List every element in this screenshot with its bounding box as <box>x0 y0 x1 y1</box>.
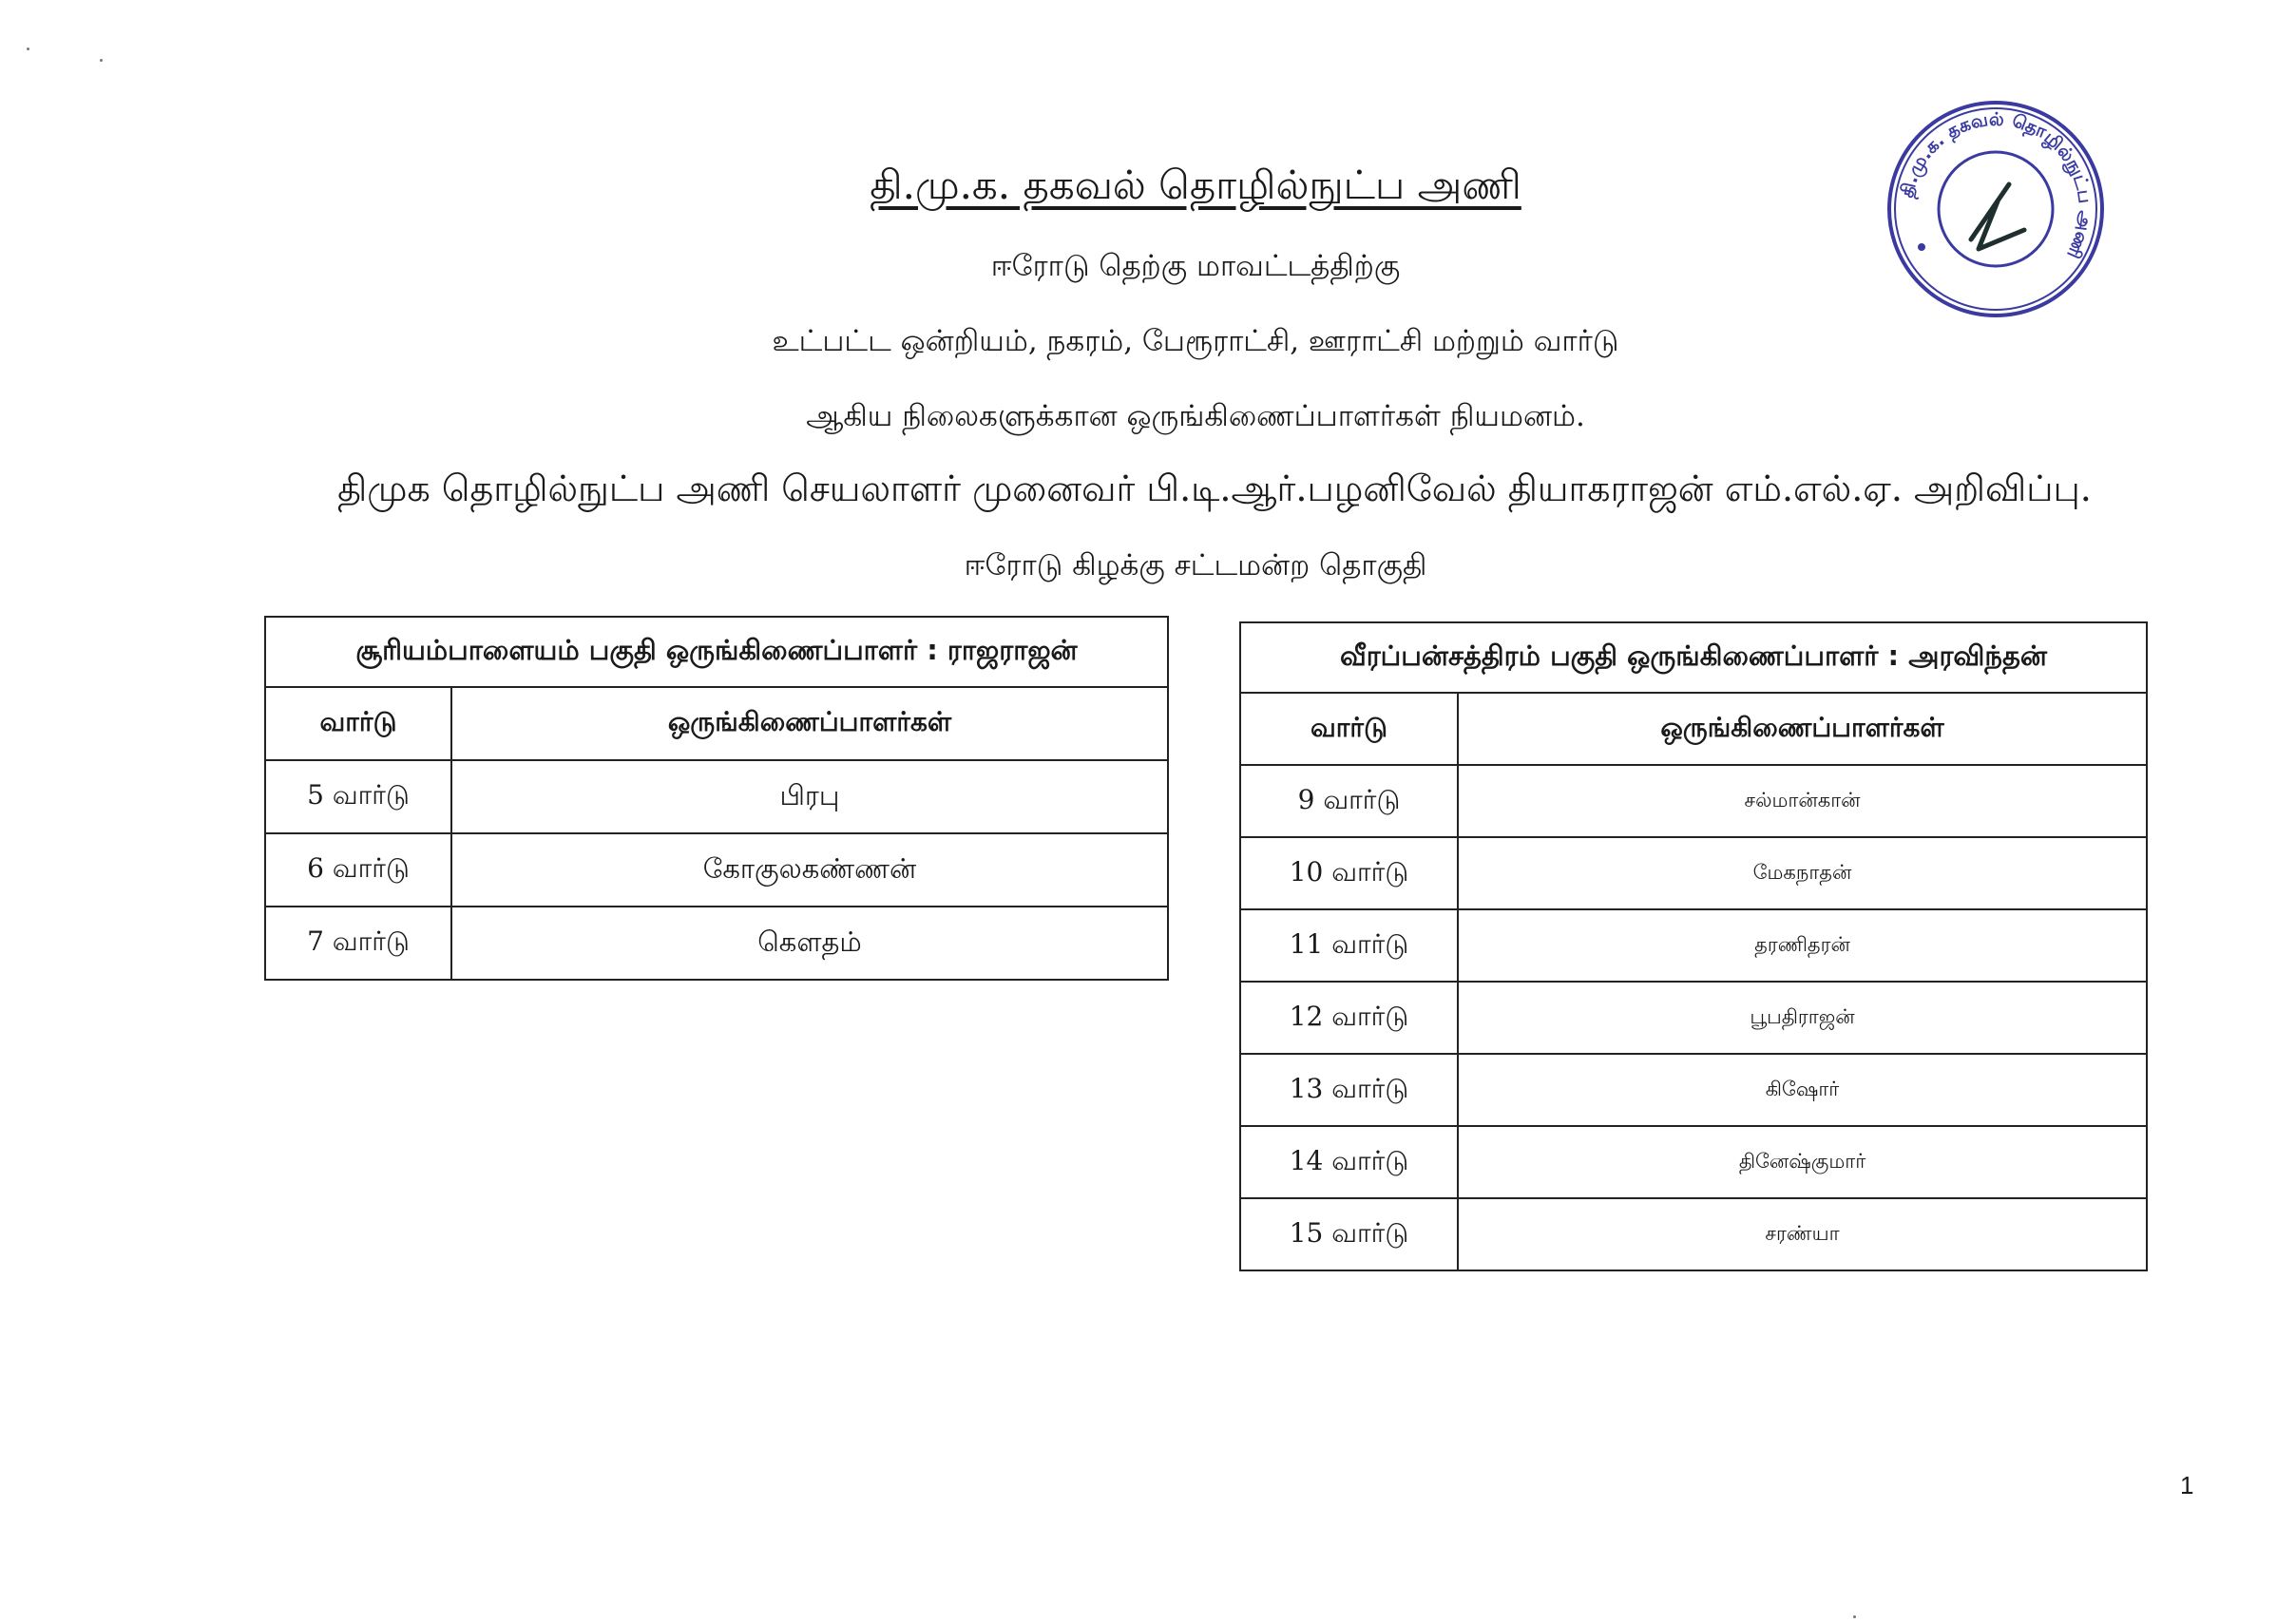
table-header-row <box>266 686 1167 759</box>
seal-text: தி.மு.க. தகவல் தொழில்நுட்ப அணி <box>1896 108 2096 262</box>
coordinators-column-header: ஒருங்கிணைப்பாளர்கள் <box>1660 711 1944 743</box>
coordinator-cell: மேகநாதன் <box>1752 860 1852 884</box>
table-row <box>1241 1053 2146 1125</box>
suriyampalayam-table <box>264 616 1169 981</box>
coordinator-cell: பூபதிராஜன் <box>1750 1004 1855 1028</box>
table-row <box>1241 981 2146 1053</box>
coordinator-cell: கோகுலகண்ணன் <box>702 851 917 885</box>
ward-cell: 15 வார்டு <box>1241 1199 1459 1270</box>
coordinator-cell: சரண்யா <box>1765 1221 1840 1245</box>
table-heading: சூரியம்பாளையம் பகுதி ஒருங்கிணைப்பாளர் : ராஜராஜன் <box>355 634 1078 666</box>
ward-cell: 14 வார்டு <box>1241 1127 1459 1197</box>
table-header-row <box>1241 692 2146 764</box>
ward-cell: 6 வார்டு <box>266 834 452 906</box>
ward-cell: 5 வார்டு <box>266 761 452 832</box>
district-line: ஈரோடு தெற்கு மாவட்டத்திற்கு <box>990 249 1401 283</box>
coordinators-column-header: ஒருங்கிணைப்பாளர்கள் <box>667 706 952 737</box>
party-seal-stamp <box>1884 97 2108 321</box>
coordinator-cell: சல்மான்கான் <box>1744 788 1861 812</box>
coordinator-cell: தினேஷ்குமார் <box>1738 1149 1866 1173</box>
table-row <box>1241 908 2146 981</box>
ward-column-header: வார்டு <box>1241 694 1459 764</box>
svg-text:தி.மு.க. தகவல் தொழில்நுட்ப அணி <box>1897 109 2096 261</box>
coordinator-cell: தரணிதரன் <box>1754 932 1850 956</box>
scan-speck <box>1853 1615 1856 1618</box>
table-row <box>266 906 1167 979</box>
appointment-line: ஆகிய நிலைகளுக்கான ஒருங்கிணைப்பாளர்கள் நியமனம். <box>806 399 1585 433</box>
table-row <box>1241 1125 2146 1197</box>
table-heading: வீரப்பன்சத்திரம் பகுதி ஒருங்கிணைப்பாளர் : அரவிந்தன் <box>1339 640 2048 672</box>
table-row <box>1241 836 2146 908</box>
ward-cell: 11 வார்டு <box>1241 910 1459 981</box>
table-row <box>266 759 1167 832</box>
announcement-line: திமுக தொழில்நுட்ப அணி செயலாளர் முனைவர் பி.டி.ஆர்.பழனிவேல் தியாகராஜன் எம்.எல்.ஏ. அறிவிப்பு. <box>337 468 2092 509</box>
ward-cell: 10 வார்டு <box>1241 838 1459 908</box>
ward-cell: 9 வார்டு <box>1241 766 1459 836</box>
table-row <box>266 832 1167 906</box>
table-row <box>1241 1197 2146 1270</box>
page-number: 1 <box>2180 1471 2194 1499</box>
units-line: உட்பட்ட ஒன்றியம், நகரம், பேரூராட்சி, ஊராட்சி மற்றும் வார்டு <box>772 324 1619 358</box>
veerappanchatram-table <box>1239 621 2148 1271</box>
coordinator-cell: பிரபு <box>779 778 840 812</box>
ward-cell: 12 வார்டு <box>1241 983 1459 1053</box>
ward-cell: 7 வார்டு <box>266 907 452 979</box>
ward-cell: 13 வார்டு <box>1241 1055 1459 1125</box>
document-title: தி.மு.க. தகவல் தொழில்நுட்ப அணி <box>870 162 1521 208</box>
ward-column-header: வார்டு <box>266 688 452 759</box>
scan-speck <box>100 59 103 62</box>
table-row <box>1241 764 2146 836</box>
coordinator-cell: கிஷோர் <box>1765 1077 1840 1100</box>
scan-speck <box>27 48 29 50</box>
coordinator-cell: கௌதம் <box>757 925 862 958</box>
constituency-line: ஈரோடு கிழக்கு சட்டமன்ற தொகுதி <box>964 548 1427 582</box>
